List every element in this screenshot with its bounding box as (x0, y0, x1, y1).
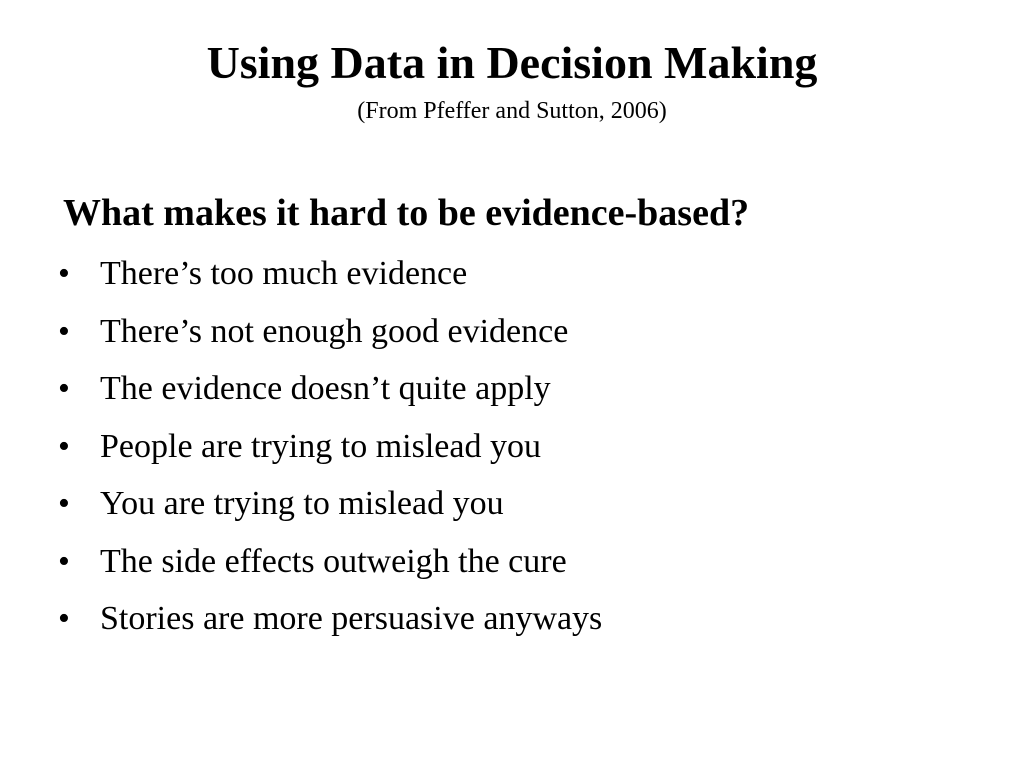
bullet-dot-icon: • (58, 600, 70, 637)
bullet-text: People are trying to mislead you (100, 427, 541, 465)
bullet-dot-icon: • (58, 427, 70, 465)
section-heading: What makes it hard to be evidence-based? (63, 192, 750, 234)
bullet-dot-icon: • (58, 485, 70, 522)
bullet-dot-icon: • (58, 255, 70, 292)
bullet-text: There’s too much evidence (100, 255, 468, 292)
bullet-text: The evidence doesn’t quite apply (100, 370, 551, 407)
bullet-dot-icon: • (58, 542, 70, 580)
slide-subtitle: (From Pfeffer and Sutton, 2006) (357, 98, 667, 124)
bullet-text: There’s not enough good evidence (100, 312, 569, 350)
bullet-text: Stories are more persuasive anyways (100, 600, 603, 637)
bullet-dot-icon: • (58, 312, 70, 350)
bullet-dot-icon: • (58, 370, 70, 407)
bullet-text: You are trying to mislead you (100, 485, 504, 522)
bullet-text: The side effects outweigh the cure (100, 542, 567, 580)
slide-title: Using Data in Decision Making (206, 37, 818, 88)
